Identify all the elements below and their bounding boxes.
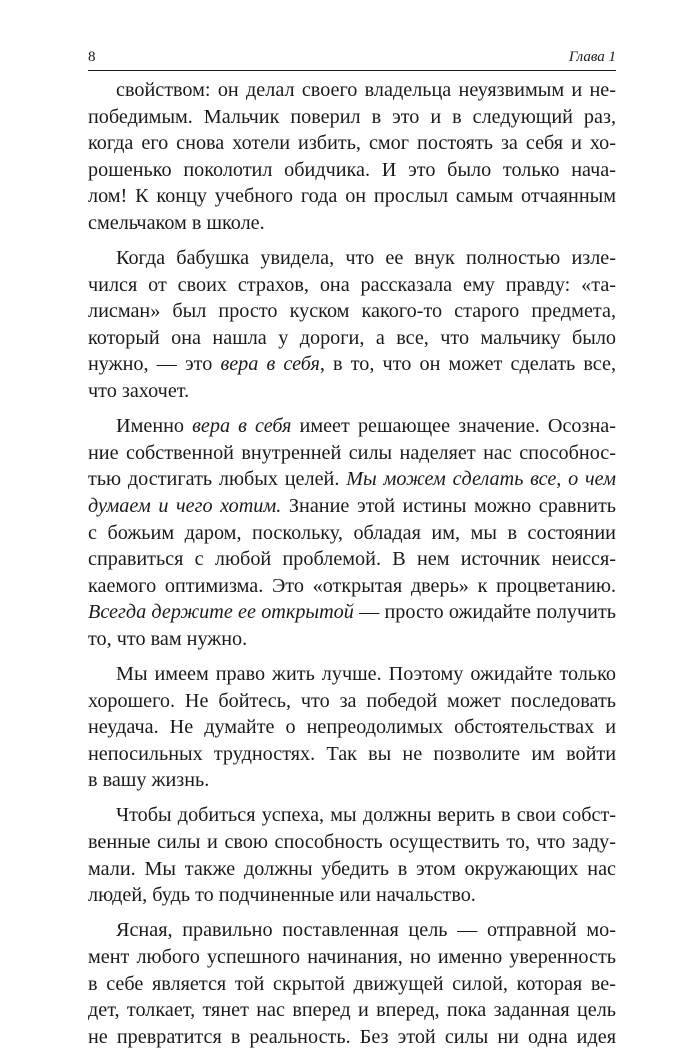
- body-text: [88, 77, 616, 1050]
- text-line: [88, 661, 616, 688]
- text-line: [88, 573, 616, 600]
- paragraph: [88, 413, 616, 652]
- text-segment: который она нашла у дороги, а все, что мальчику было: [88, 326, 616, 349]
- text-line: [88, 351, 616, 378]
- text-line: [88, 104, 616, 131]
- italic-text: вера в себя: [220, 353, 320, 376]
- text-segment: рошенько поколотил обидчика. И это было только нача-: [88, 158, 616, 181]
- text-segment: нужно, — это: [88, 353, 221, 376]
- text-line: [88, 183, 616, 210]
- text-segment: с божьим даром, поскольку, обладая им, мы в состоянии: [88, 521, 616, 544]
- text-line: [88, 245, 616, 272]
- text-line: [88, 130, 616, 157]
- text-line: [88, 466, 616, 493]
- text-segment: что захочет.: [88, 380, 190, 403]
- text-line: [88, 829, 616, 856]
- paragraph: [88, 77, 616, 237]
- text-line: [88, 157, 616, 184]
- text-segment: в себе является той скрытой движущей силой, которая ве-: [88, 972, 616, 995]
- page-number: 8: [88, 49, 96, 65]
- text-line: [88, 802, 616, 829]
- text-line: [88, 272, 616, 299]
- text-line: [88, 325, 616, 352]
- text-line: [88, 210, 616, 237]
- text-line: [88, 546, 616, 573]
- text-segment: победимым. Мальчик поверил в это и в следующий раз,: [88, 105, 616, 128]
- paragraph: [88, 661, 616, 794]
- text-segment: тью достигать любых целей.: [88, 468, 347, 491]
- text-line: [88, 520, 616, 547]
- italic-text: Мы можем сделать все, о чем: [346, 468, 616, 491]
- text-line: [88, 77, 616, 104]
- text-line: [88, 378, 616, 405]
- text-line: [88, 767, 616, 794]
- text-line: [88, 882, 616, 909]
- text-segment: мали. Мы также должны убедить в этом окружающих нас: [88, 857, 616, 880]
- text-segment: мент любого успешного начинания, но именно уверенность: [88, 945, 616, 968]
- text-segment: — просто ожидайте получить: [353, 601, 617, 624]
- italic-text: думаем и чего хотим.: [88, 494, 282, 517]
- italic-text: Всегда держите ее открытой: [88, 601, 354, 624]
- paragraph: [88, 245, 616, 405]
- text-segment: Чтобы добиться успеха, мы должны верить в свои собст-: [116, 804, 616, 827]
- text-segment: смельчаком в школе.: [88, 211, 265, 234]
- paragraph: [88, 917, 616, 1050]
- text-segment: в вашу жизнь.: [88, 769, 210, 792]
- text-line: [88, 714, 616, 741]
- text-segment: справиться с любой проблемой. В нем источник неисся-: [88, 548, 616, 571]
- text-segment: непосильных трудностях. Так вы не позволите им войти: [88, 742, 616, 765]
- text-line: [88, 741, 616, 768]
- book-page: [88, 48, 616, 1059]
- text-segment: венные силы и свою способность осуществить то, что заду-: [88, 831, 616, 854]
- chapter-title: Глава 1: [568, 49, 616, 65]
- text-line: [88, 971, 616, 998]
- text-segment: хорошего. Не бойтесь, что за победой может последовать: [88, 689, 616, 712]
- text-segment: Ясная, правильно поставленная цель — отправной мо-: [116, 919, 616, 942]
- text-line: [88, 917, 616, 944]
- text-segment: людей, будь то подчиненные или начальство.: [88, 884, 476, 907]
- text-line: [88, 440, 616, 467]
- text-segment: ние собственной внутренней силы наделяет нас способнос-: [88, 441, 616, 464]
- running-header: [88, 48, 616, 71]
- italic-text: вера в себя: [192, 415, 292, 438]
- text-segment: не превратится в реальность. Без этой силы ни одна идея: [88, 1025, 616, 1048]
- text-segment: Мы имеем право жить лучше. Поэтому ожидайте только: [116, 662, 616, 685]
- text-line: [88, 626, 616, 653]
- paragraph: [88, 802, 616, 908]
- text-segment: дет, толкает, тянет нас вперед и вперед, пока заданная цель: [88, 999, 616, 1022]
- text-segment: когда его снова хотели избить, смог постоять за себя и хо-: [88, 132, 616, 155]
- text-line: [88, 1024, 616, 1051]
- text-line: [88, 493, 616, 520]
- text-segment: то, что вам нужно.: [88, 627, 248, 650]
- text-segment: неудача. Не думайте о непреодолимых обстоятельствах и: [88, 716, 616, 739]
- text-segment: Когда бабушка увидела, что ее внук полностью изле-: [116, 247, 616, 270]
- text-segment: свойством: он делал своего владельца неуязвимым и не-: [116, 79, 616, 101]
- text-line: [88, 856, 616, 883]
- text-segment: чился от своих страхов, она рассказала ему правду: «та-: [88, 273, 616, 296]
- text-segment: лисман» был просто куском какого-то старого предмета,: [88, 300, 616, 323]
- text-segment: Знание этой истины можно сравнить: [281, 494, 616, 517]
- text-segment: имеет решающее значение. Осозна-: [291, 415, 616, 438]
- text-line: [88, 688, 616, 715]
- text-segment: , в то, что он может сделать все,: [319, 353, 616, 376]
- text-segment: Именно: [116, 415, 193, 438]
- text-segment: каемого оптимизма. Это «открытая дверь» к процветанию.: [88, 574, 616, 597]
- text-line: [88, 298, 616, 325]
- text-line: [88, 944, 616, 971]
- text-line: [88, 599, 616, 626]
- text-line: [88, 413, 616, 440]
- text-line: [88, 997, 616, 1024]
- text-segment: лом! К концу учебного года он прослыл самым отчаянным: [88, 185, 616, 208]
